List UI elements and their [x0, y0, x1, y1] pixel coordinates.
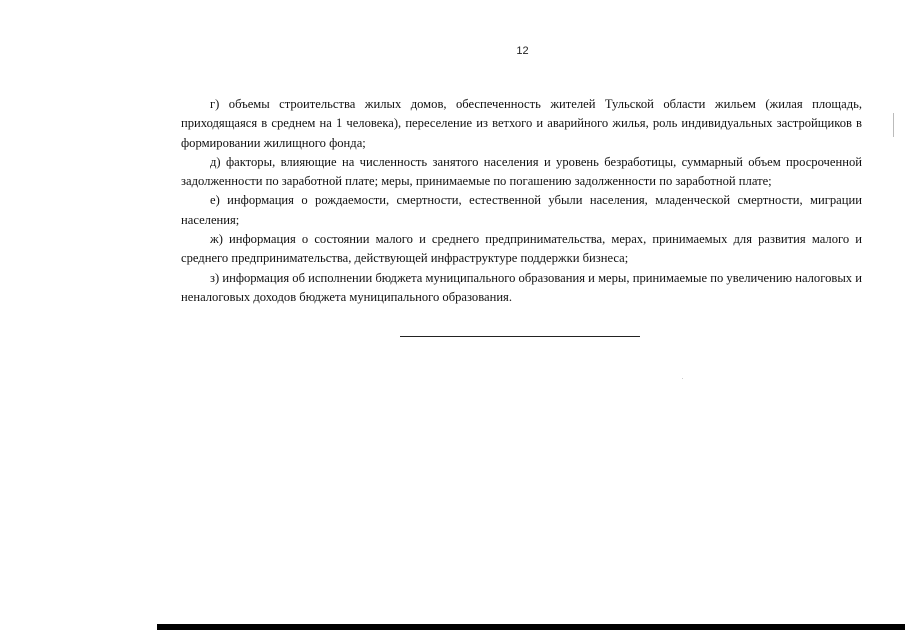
- page-number: 12: [516, 45, 529, 57]
- paragraph-e: е) информация о рождаемости, смертности, естественной убыли населения, младенческой смертности, миграции населения;: [181, 193, 862, 227]
- end-separator-line: [400, 336, 640, 337]
- paragraph-d: д) факторы, влияющие на численность занятого населения и уровень безработицы, суммарный объем просроченной задолженности по заработной плате; меры, принимаемые по погашению задолженности по заработной плате;: [181, 154, 862, 189]
- bottom-scan-border: [157, 624, 905, 630]
- document-body: [181, 95, 862, 307]
- paragraph-zh: ж) информация о состоянии малого и среднего предпринимательства, мерах, принимаемых для развития малого и среднего предпринимательства, действующей инфраструктуре поддержки бизнеса;: [181, 232, 862, 266]
- scan-artifact: [682, 378, 683, 379]
- scan-artifact: [893, 113, 894, 137]
- paragraph-g: г) объемы строительства жилых домов, обеспеченность жителей Тульской области жильем (жилая площадь, приходящаяся в среднем на 1 человека), переселение из ветхого и аварийного жилья, роль индивидуальных застройщиков в формировании жилищного фонда;: [181, 97, 862, 150]
- paragraph-z: з) информация об исполнении бюджета муниципального образования и меры, принимаемые по увеличению налоговых и неналоговых доходов бюджета муниципального образования.: [181, 270, 862, 304]
